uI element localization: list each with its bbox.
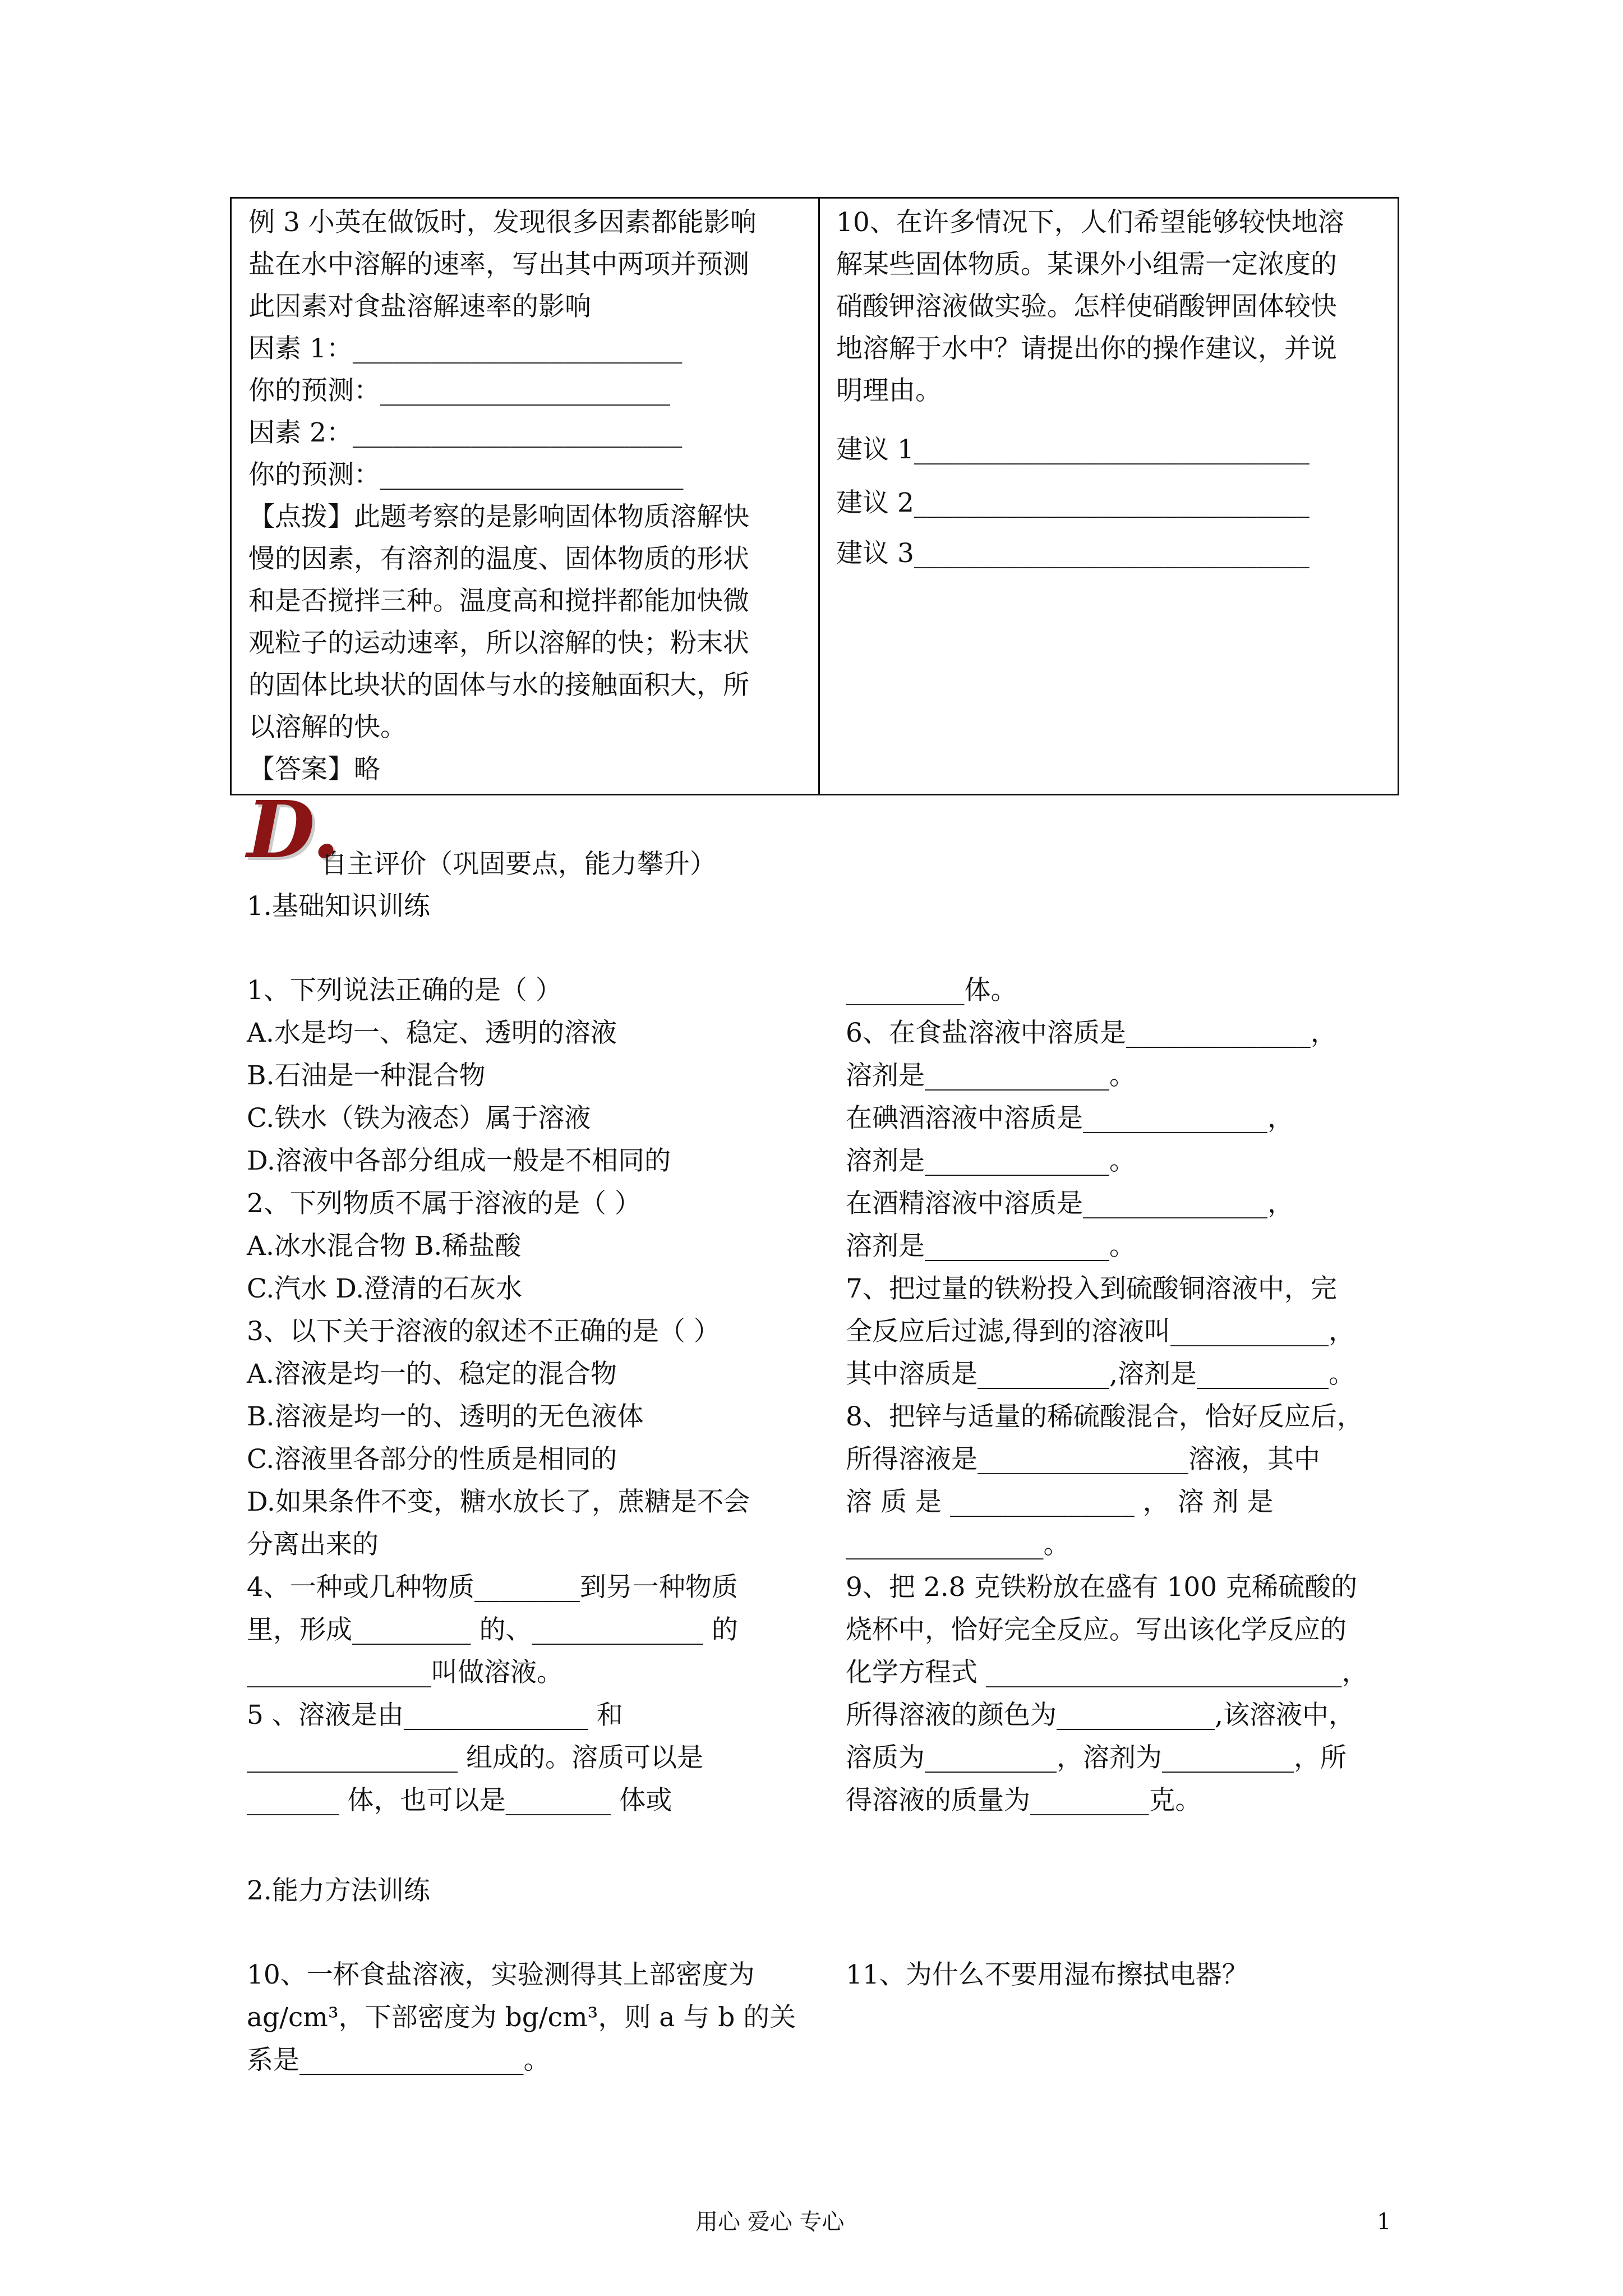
question-line: 溶剂是______________。	[846, 1231, 1136, 1262]
question-line: A.溶液是均一的、稳定的混合物	[247, 1359, 617, 1389]
question-line: C.铁水（铁为液态）属于溶液	[247, 1103, 591, 1134]
question-10-line: 地溶解于水中？请提出你的操作建议，并说	[836, 333, 1337, 364]
question-line: 在碘酒溶液中溶质是______________，	[846, 1103, 1294, 1134]
question-line: 在酒精溶液中溶质是______________，	[846, 1188, 1294, 1219]
question-line: 6、在食盐溶液中溶质是______________，	[846, 1018, 1337, 1048]
question-line: A.水是均一、稳定、透明的溶液	[247, 1018, 617, 1048]
question-line: A.冰水混合物 B.稀盐酸	[247, 1231, 522, 1262]
question-line: 溶剂是______________。	[846, 1145, 1136, 1176]
question-line: 1、下列说法正确的是（ ）	[247, 975, 562, 1006]
question-line: 系是_________________。	[247, 2045, 550, 2076]
section-d-logo: D.	[247, 784, 340, 876]
section-d-title: 自主评价（巩固要点，能力攀升）	[321, 849, 716, 880]
hint-line: 和是否搅拌三种。温度高和搅拌都能加快微	[248, 586, 749, 616]
question-line: _______ 体，也可以是________ 体或	[247, 1785, 672, 1816]
prediction-2-line: 你的预测：_______________________	[248, 459, 684, 490]
question-line: 化学方程式 ___________________________，	[846, 1657, 1368, 1688]
question-line: D.溶液中各部分组成一般是不相同的	[247, 1145, 671, 1176]
question-line: B.溶液是均一的、透明的无色液体	[247, 1401, 644, 1432]
question-line: 分离出来的	[247, 1529, 379, 1560]
subsection-basic-title: 1.基础知识训练	[247, 891, 430, 922]
hint-line: 慢的因素，有溶剂的温度、固体物质的形状	[248, 544, 749, 574]
hint-line: 观粒子的运动速率，所以溶解的快；粉末状	[248, 628, 749, 659]
question-line: 7、把过量的铁粉投入到硫酸铜溶液中，完	[846, 1273, 1337, 1304]
subsection-ability-title: 2.能力方法训练	[247, 1875, 430, 1906]
question-line: 5 、溶液是由______________ 和	[247, 1700, 623, 1731]
answer-line: 【答案】略	[248, 754, 380, 785]
question-line: C.汽水 D.澄清的石灰水	[247, 1273, 523, 1304]
question-line: 9、把 2.8 克铁粉放在盛有 100 克稀硫酸的	[846, 1572, 1358, 1603]
question-line: 溶质为__________，溶剂为__________，所	[846, 1742, 1347, 1773]
question-line: 溶 质 是 ______________ ， 溶 剂 是	[846, 1487, 1274, 1517]
question-line: 3、以下关于溶液的叙述不正确的是（ ）	[247, 1316, 720, 1347]
example-3-line: 此因素对食盐溶解速率的影响	[248, 291, 591, 322]
question-line: _______________。	[846, 1529, 1070, 1560]
question-10-line: 硝酸钾溶液做实验。怎样使硝酸钾固体较快	[836, 291, 1337, 322]
question-line: 里，形成_________ 的、_____________ 的	[247, 1614, 738, 1645]
question-line: 所得溶液是________________溶液，其中	[846, 1444, 1320, 1475]
question-line: 所得溶液的颜色为____________,该溶液中，	[846, 1700, 1355, 1731]
suggestion-1-line: 建议 1______________________________	[836, 434, 1310, 465]
question-line: 溶剂是______________。	[846, 1060, 1136, 1091]
question-line: ________________ 组成的。溶质可以是	[247, 1742, 703, 1773]
question-line: _________体。	[846, 975, 1017, 1006]
question-line: ag/cm³，下部密度为 bg/cm³，则 a 与 b 的关	[247, 2002, 796, 2033]
factor-2-line: 因素 2：_________________________	[248, 417, 683, 448]
example-3-line: 例 3 小英在做饭时，发现很多因素都能影响	[248, 207, 757, 238]
question-line: C.溶液里各部分的性质是相同的	[247, 1444, 617, 1475]
question-10-line: 明理由。	[836, 375, 942, 406]
question-line: 烧杯中，恰好完全反应。写出该化学反应的	[846, 1614, 1347, 1645]
example-table	[230, 197, 1399, 795]
question-11: 11、为什么不要用湿布擦拭电器？	[846, 1959, 1248, 1990]
question-10b	[247, 1958, 808, 2092]
hint-line: 的固体比块状的固体与水的接触面积大，所	[248, 670, 749, 701]
question-line: B.石油是一种混合物	[247, 1060, 486, 1091]
question-line: D.如果条件不变，糖水放长了，蔗糖是不会	[247, 1487, 750, 1517]
example-3-line: 盐在水中溶解的速率，写出其中两项并预测	[248, 249, 749, 280]
hint-line: 【点拨】此题考察的是影响固体物质溶解快	[248, 501, 749, 532]
question-line: 4、一种或几种物质________到另一种物质	[247, 1572, 738, 1603]
question-10-line: 10、在许多情况下，人们希望能够较快地溶	[836, 207, 1344, 238]
question-line: 全反应后过滤,得到的溶液叫____________，	[846, 1316, 1355, 1347]
question-line: 2、下列物质不属于溶液的是（ ）	[247, 1188, 641, 1219]
question-line: 得溶液的质量为_________克。	[846, 1785, 1202, 1816]
right-question-column	[846, 973, 1401, 1843]
left-question-column	[247, 973, 808, 1843]
question-10-line: 解某些固体物质。某课外小组需一定浓度的	[836, 249, 1337, 280]
factor-1-line: 因素 1：_________________________	[248, 333, 683, 364]
footer-motto: 用心 爱心 专心	[695, 2209, 845, 2235]
question-line: 8、把锌与适量的稀硫酸混合，恰好反应后，	[846, 1401, 1363, 1432]
suggestion-3-line: 建议 3______________________________	[836, 538, 1310, 569]
table-divider	[818, 199, 820, 794]
page-number: 1	[1377, 2209, 1391, 2235]
question-line: 10、一杯食盐溶液，实验测得其上部密度为	[247, 1959, 755, 1990]
prediction-1-line: 你的预测：______________________	[248, 375, 670, 406]
suggestion-2-line: 建议 2______________________________	[836, 487, 1310, 518]
question-line: 其中溶质是__________,溶剂是__________。	[846, 1359, 1355, 1389]
question-line: ______________叫做溶液。	[247, 1657, 563, 1688]
hint-line: 以溶解的快。	[248, 712, 407, 743]
